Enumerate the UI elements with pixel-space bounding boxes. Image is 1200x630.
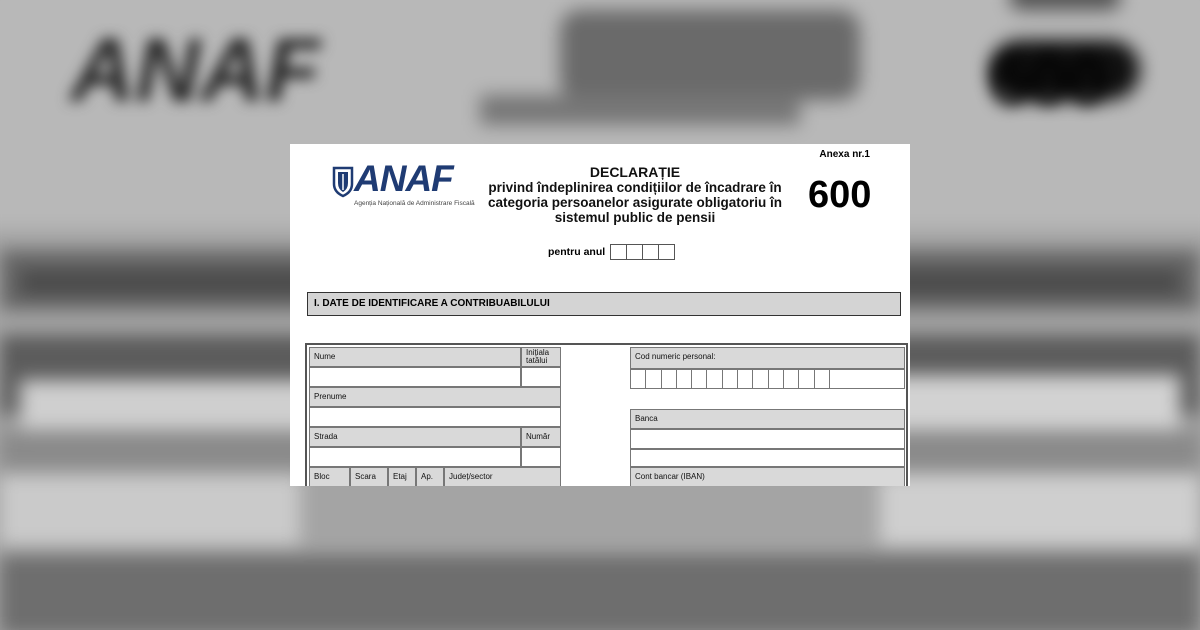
cnp-input[interactable] xyxy=(630,369,905,389)
blurred-logo-text: ANAF xyxy=(70,21,320,121)
year-input-boxes[interactable] xyxy=(610,244,675,260)
banca-label: Banca xyxy=(630,409,905,429)
year-digit-box[interactable] xyxy=(610,244,626,260)
year-digit-box[interactable] xyxy=(658,244,675,260)
form-subtitle-line-2: categoria persoanelor asigurate obligatoriu în xyxy=(487,195,783,210)
cnp-digit-box[interactable] xyxy=(662,370,677,389)
form-number: 600 xyxy=(808,174,872,216)
declaration-form xyxy=(290,144,910,486)
scara-label: Scara xyxy=(350,467,388,486)
numar-input[interactable] xyxy=(521,447,561,467)
numar-label: Număr xyxy=(521,427,561,447)
section-identification-header: I. DATE DE IDENTIFICARE A CONTRIBUABILULUI xyxy=(307,292,901,316)
cont-bancar-label: Cont bancar (IBAN) xyxy=(630,467,905,486)
cnp-digit-boxes xyxy=(631,370,830,389)
form-title-block xyxy=(470,164,800,225)
prenume-label: Prenume xyxy=(309,387,561,407)
cnp-label: Cod numeric personal: xyxy=(630,347,905,369)
cnp-digit-box[interactable] xyxy=(769,370,784,389)
form-subtitle-line-3: sistemul public de pensii xyxy=(554,210,716,225)
form-subtitle-line-1: privind îndeplinirea condițiilor de încadrare în xyxy=(488,180,782,195)
anaf-logo xyxy=(332,158,475,210)
etaj-label: Etaj xyxy=(388,467,416,486)
identification-grid xyxy=(305,343,908,486)
strada-input[interactable] xyxy=(309,447,521,467)
cnp-digit-box[interactable] xyxy=(799,370,814,389)
logo-wordmark: ANAF xyxy=(354,158,453,199)
initiala-label-line-2: tatălui xyxy=(526,356,548,365)
cnp-digit-box[interactable] xyxy=(815,370,830,389)
year-digit-box[interactable] xyxy=(626,244,642,260)
year-field xyxy=(548,244,675,260)
cnp-digit-box[interactable] xyxy=(646,370,661,389)
initiala-label xyxy=(521,347,561,367)
year-digit-box[interactable] xyxy=(642,244,658,260)
cnp-digit-box[interactable] xyxy=(677,370,692,389)
cnp-digit-box[interactable] xyxy=(692,370,707,389)
prenume-input[interactable] xyxy=(309,407,561,427)
ap-label: Ap. xyxy=(416,467,444,486)
banca-input-extra[interactable] xyxy=(630,449,905,467)
cnp-digit-box[interactable] xyxy=(738,370,753,389)
strada-label: Strada xyxy=(309,427,521,447)
initiala-input[interactable] xyxy=(521,367,561,387)
judet-label: Județ/sector xyxy=(444,467,561,486)
nume-input[interactable] xyxy=(309,367,521,387)
annex-label: Anexa nr.1 xyxy=(819,149,870,160)
year-label: pentru anul xyxy=(548,246,606,258)
form-title: DECLARAȚIE xyxy=(589,164,681,180)
cnp-digit-box[interactable] xyxy=(631,370,646,389)
cnp-digit-box[interactable] xyxy=(784,370,799,389)
cnp-digit-box[interactable] xyxy=(723,370,738,389)
banca-input[interactable] xyxy=(630,429,905,449)
initiala-label-line-1: Inițiala xyxy=(526,348,550,357)
blurred-form-number: 600 xyxy=(990,41,1107,119)
cnp-digit-box[interactable] xyxy=(707,370,722,389)
cnp-digit-box[interactable] xyxy=(753,370,768,389)
bloc-label: Bloc xyxy=(309,467,350,486)
logo-subtitle: Agenția Națională de Administrare Fiscală xyxy=(354,200,475,207)
nume-label: Nume xyxy=(309,347,521,367)
shield-icon xyxy=(332,166,354,198)
